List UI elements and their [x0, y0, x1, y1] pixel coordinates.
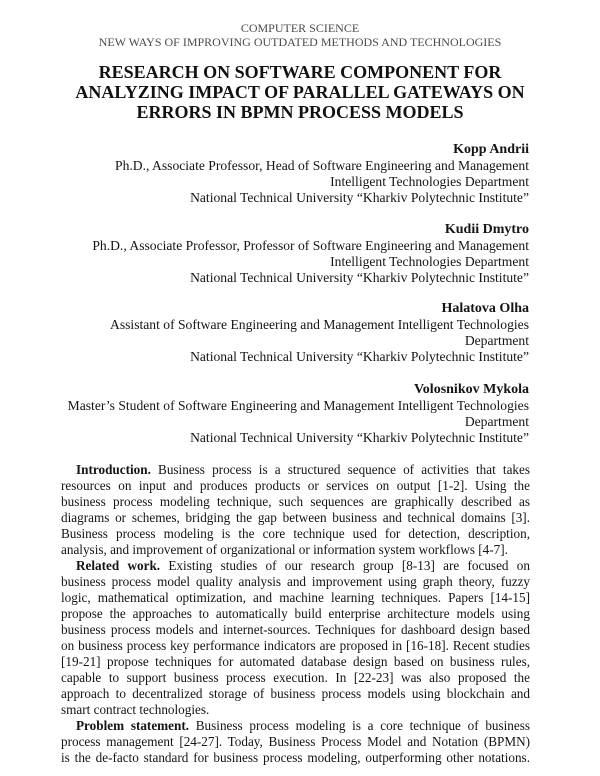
author-affiliation-line: Master’s Student of Software Engineering and Management Intelligent Technologies [67, 398, 529, 413]
author-affiliation-line: Assistant of Software Engineering and Management Intelligent Technologies [110, 317, 529, 332]
body-line [61, 718, 530, 734]
body-text [61, 462, 530, 766]
author-name: Volosnikov Mykola [413, 382, 529, 397]
author-block [0, 382, 529, 446]
body-line-text: Existing studies of our research group [8-13] are focused on [168, 558, 530, 573]
paragraph-heading: Introduction. [76, 462, 151, 477]
body-line [61, 558, 530, 574]
running-header [0, 21, 600, 49]
author-affiliation-line: National Technical University “Kharkiv Polytechnic Institute” [190, 349, 529, 364]
author-affiliation-line: Department [464, 333, 529, 348]
body-line: propose the approaches to automatically build enterprise architecture models using [61, 606, 530, 621]
author-name: Kopp Andrii [453, 142, 529, 157]
body-line: on business process key performance indicators are proposed in [16-18]. Recent studies [61, 638, 530, 653]
body-line: diagrams or schemes, bridging the gap between business and technical domains [3]. [61, 510, 530, 525]
journal-subsection: NEW WAYS OF IMPROVING OUTDATED METHODS AND TECHNOLOGIES [98, 35, 502, 49]
author-affiliation-line: Ph.D., Associate Professor, Head of Software Engineering and Management [115, 158, 529, 173]
body-line-text: Business process modeling is a core technique of business [195, 718, 530, 733]
body-line [61, 462, 530, 478]
author-block [0, 301, 529, 365]
author-affiliation-line: National Technical University “Kharkiv Polytechnic Institute” [190, 430, 529, 445]
paragraph-introduction [61, 462, 530, 558]
author-block [0, 142, 529, 206]
paragraph-problem-statement [61, 718, 530, 766]
body-line: resources on input and produces products or services on output [1-2]. Using the [61, 478, 530, 493]
body-line: process management [24-27]. Today, Business Process Model and Notation (BPMN) [61, 734, 530, 749]
body-line: smart contract technologies. [61, 702, 210, 717]
author-affiliation-line: National Technical University “Kharkiv Polytechnic Institute” [190, 190, 529, 205]
body-line: [19-21] propose techniques for automated database design based on business rules, [61, 654, 530, 669]
author-name: Kudii Dmytro [444, 222, 529, 237]
paragraph-related-work [61, 558, 530, 718]
body-line: business process modeling technique, such sequences are graphically described as [61, 494, 530, 509]
author-affiliation-line: Intelligent Technologies Department [330, 174, 529, 189]
author-affiliation-line: National Technical University “Kharkiv Polytechnic Institute” [190, 270, 529, 285]
body-line: is the de-facto standard for business process modeling, outperforming other notations. [61, 750, 530, 765]
paragraph-heading: Related work. [76, 558, 161, 573]
author-affiliation-line: Ph.D., Associate Professor, Professor of Software Engineering and Management [92, 238, 529, 253]
body-line: logic, mathematical optimization, and machine learning techniques. Papers [14-15] [61, 590, 530, 605]
author-affiliation-line: Department [464, 414, 529, 429]
author-affiliation-line: Intelligent Technologies Department [330, 254, 529, 269]
journal-section: COMPUTER SCIENCE [240, 21, 360, 35]
body-line: capable to support business process execution. In [22-23] was also proposed the [61, 670, 530, 685]
title-line: RESEARCH ON SOFTWARE COMPONENT FOR [98, 62, 502, 82]
body-line: business process models and internet-sources. Techniques for dashboard design based [61, 622, 530, 637]
paper-title [0, 62, 600, 122]
body-line: analysis, and improvement of organizational or information system workflows [4-7]. [61, 542, 508, 557]
body-line: business process model quality analysis and improvement using graph theory, fuzzy [61, 574, 530, 589]
title-line: ANALYZING IMPACT OF PARALLEL GATEWAYS ON [75, 82, 525, 102]
body-line-text: Business process is a structured sequence of activities that takes [158, 462, 530, 477]
body-line: Business process modeling is the core technique used for detection, description, [61, 526, 530, 541]
title-line: ERRORS IN BPMN PROCESS MODELS [136, 102, 464, 122]
body-line: approach to decentralized storage of business process models using blockchain and [61, 686, 530, 701]
author-block [0, 222, 529, 286]
author-name: Halatova Olha [441, 301, 529, 316]
paragraph-heading: Problem statement. [76, 718, 190, 733]
